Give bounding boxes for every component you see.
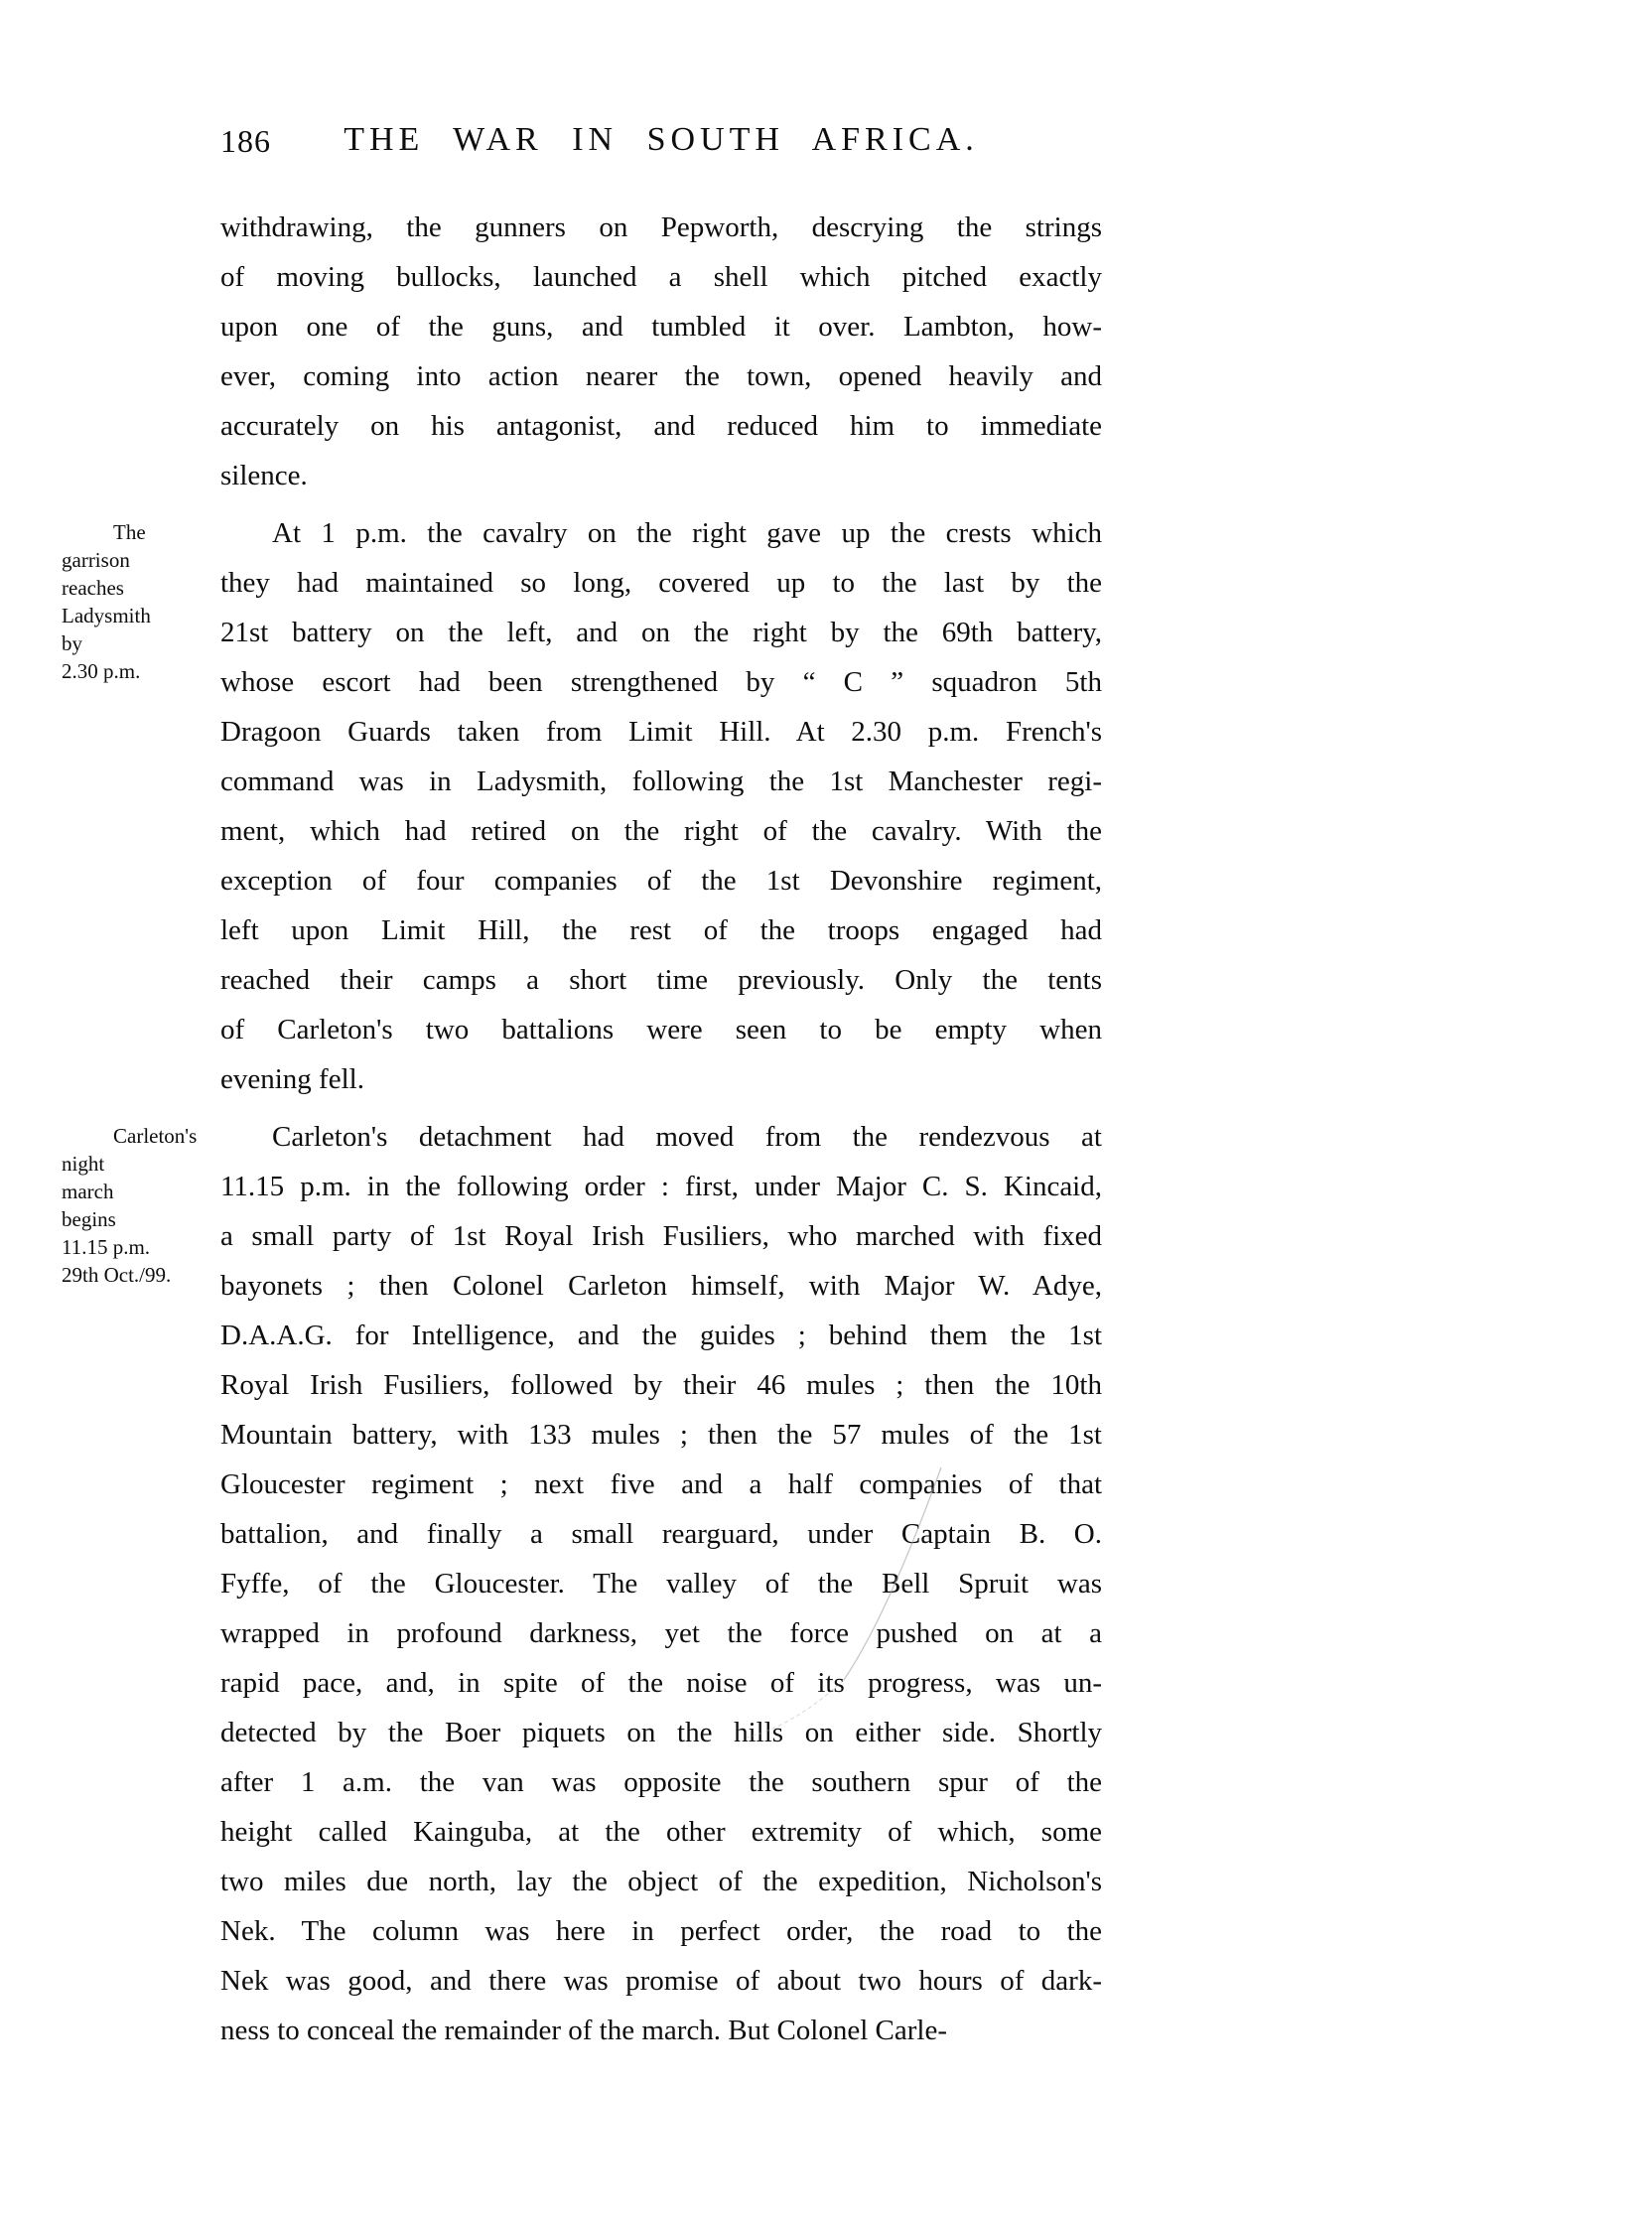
page-header bbox=[220, 121, 1102, 165]
text-line: of Carleton's two battalions were seen to be empty when bbox=[220, 1014, 1102, 1045]
text-body bbox=[62, 203, 1102, 2055]
text-line: 2.30 p.m. bbox=[62, 659, 141, 683]
text-line: evening fell. bbox=[220, 1063, 364, 1095]
page-title: THE WAR IN SOUTH AFRICA. bbox=[344, 121, 979, 158]
text-line: wrapped in profound darkness, yet the force pushed on at a bbox=[220, 1617, 1102, 1649]
text-line: Gloucester regiment ; next five and a half companies of that bbox=[220, 1468, 1102, 1500]
text-line: The garrison bbox=[62, 520, 146, 572]
paragraph-1 bbox=[220, 203, 1102, 500]
text-line: exception of four companies of the 1st Devonshire regiment, bbox=[220, 865, 1102, 897]
text-line: Dragoon Guards taken from Limit Hill. At 2.30 p.m. French's bbox=[220, 716, 1102, 748]
text-line: Ladysmith bbox=[62, 604, 151, 627]
text-line: night bbox=[62, 1152, 105, 1176]
text-line: Nek. The column was here in perfect order, the road to the bbox=[220, 1915, 1102, 1947]
text-line: after 1 a.m. the van was opposite the southern spur of the bbox=[220, 1766, 1102, 1798]
text-line: accurately on his antagonist, and reduced him to immediate bbox=[220, 410, 1102, 442]
text-line: battalion, and finally a small rearguard, under Captain B. O. bbox=[220, 1518, 1102, 1550]
text-line: Nek was good, and there was promise of about two hours of dark- bbox=[220, 1965, 1102, 1997]
text-line: silence. bbox=[220, 460, 308, 491]
margin-note-garrison bbox=[62, 518, 210, 685]
text-line: a small party of 1st Royal Irish Fusiliers, who marched with fixed bbox=[220, 1220, 1102, 1252]
text-line: ness to conceal the remainder of the march. But Colonel Carle- bbox=[220, 2015, 947, 2046]
page-number: 186 bbox=[220, 123, 271, 159]
text-line: bayonets ; then Colonel Carleton himself, with Major W. Adye, bbox=[220, 1270, 1102, 1302]
text-line: Carleton's bbox=[113, 1124, 198, 1148]
text-line: withdrawing, the gunners on Pepworth, descrying the strings bbox=[220, 211, 1102, 243]
text-line: D.A.A.G. for Intelligence, and the guides ; behind them the 1st bbox=[220, 1320, 1102, 1351]
text-line: ment, which had retired on the right of the cavalry. With the bbox=[220, 815, 1102, 847]
paragraph-2 bbox=[220, 508, 1102, 1104]
text-line: two miles due north, lay the object of the expedition, Nicholson's bbox=[220, 1866, 1102, 1897]
text-line: rapid pace, and, in spite of the noise of its progress, was un- bbox=[220, 1667, 1102, 1699]
text-line: height called Kainguba, at the other extremity of which, some bbox=[220, 1816, 1102, 1848]
text-line: upon one of the guns, and tumbled it over. Lambton, how- bbox=[220, 311, 1102, 343]
text-line: ever, coming into action nearer the town, opened heavily and bbox=[220, 360, 1102, 392]
text-line: march bbox=[62, 1180, 114, 1203]
text-line: reached their camps a short time previously. Only the tents bbox=[220, 964, 1102, 996]
text-line: of moving bullocks, launched a shell which pitched exactly bbox=[220, 261, 1102, 293]
text-line: Royal Irish Fusiliers, followed by their 46 mules ; then the 10th bbox=[220, 1369, 1102, 1401]
text-line: Fyffe, of the Gloucester. The valley of the Bell Spruit was bbox=[220, 1568, 1102, 1600]
text-line: they had maintained so long, covered up to the last by the bbox=[220, 567, 1102, 599]
text-line: detected by the Boer piquets on the hills on either side. Shortly bbox=[220, 1717, 1102, 1748]
text-line: command was in Ladysmith, following the 1st Manchester regi- bbox=[220, 766, 1102, 797]
text-line: begins bbox=[62, 1207, 116, 1231]
text-line: At 1 p.m. the cavalry on the right gave up the crests which bbox=[272, 517, 1102, 549]
text-line: 21st battery on the left, and on the right by the 69th battery, bbox=[220, 617, 1102, 648]
text-line: 11.15 p.m. in the following order : first, under Major C. S. Kincaid, bbox=[220, 1171, 1102, 1202]
text-line: whose escort had been strengthened by “ C ” squadron 5th bbox=[220, 666, 1102, 698]
margin-note-carleton bbox=[62, 1122, 210, 1289]
text-line: left upon Limit Hill, the rest of the troops engaged had bbox=[220, 914, 1102, 946]
paragraph-3-wrap bbox=[62, 1112, 1102, 2055]
text-line: 11.15 p.m. bbox=[62, 1235, 151, 1259]
text-line: 29th Oct./99. bbox=[62, 1263, 172, 1287]
text-line: by bbox=[62, 631, 82, 655]
paragraph-2-wrap bbox=[62, 508, 1102, 1104]
text-line: Carleton's detachment had moved from the rendezvous at bbox=[272, 1121, 1102, 1153]
text-line: Mountain battery, with 133 mules ; then the 57 mules of the 1st bbox=[220, 1419, 1102, 1451]
text-line: reaches bbox=[62, 576, 124, 600]
paragraph-3 bbox=[220, 1112, 1102, 2055]
